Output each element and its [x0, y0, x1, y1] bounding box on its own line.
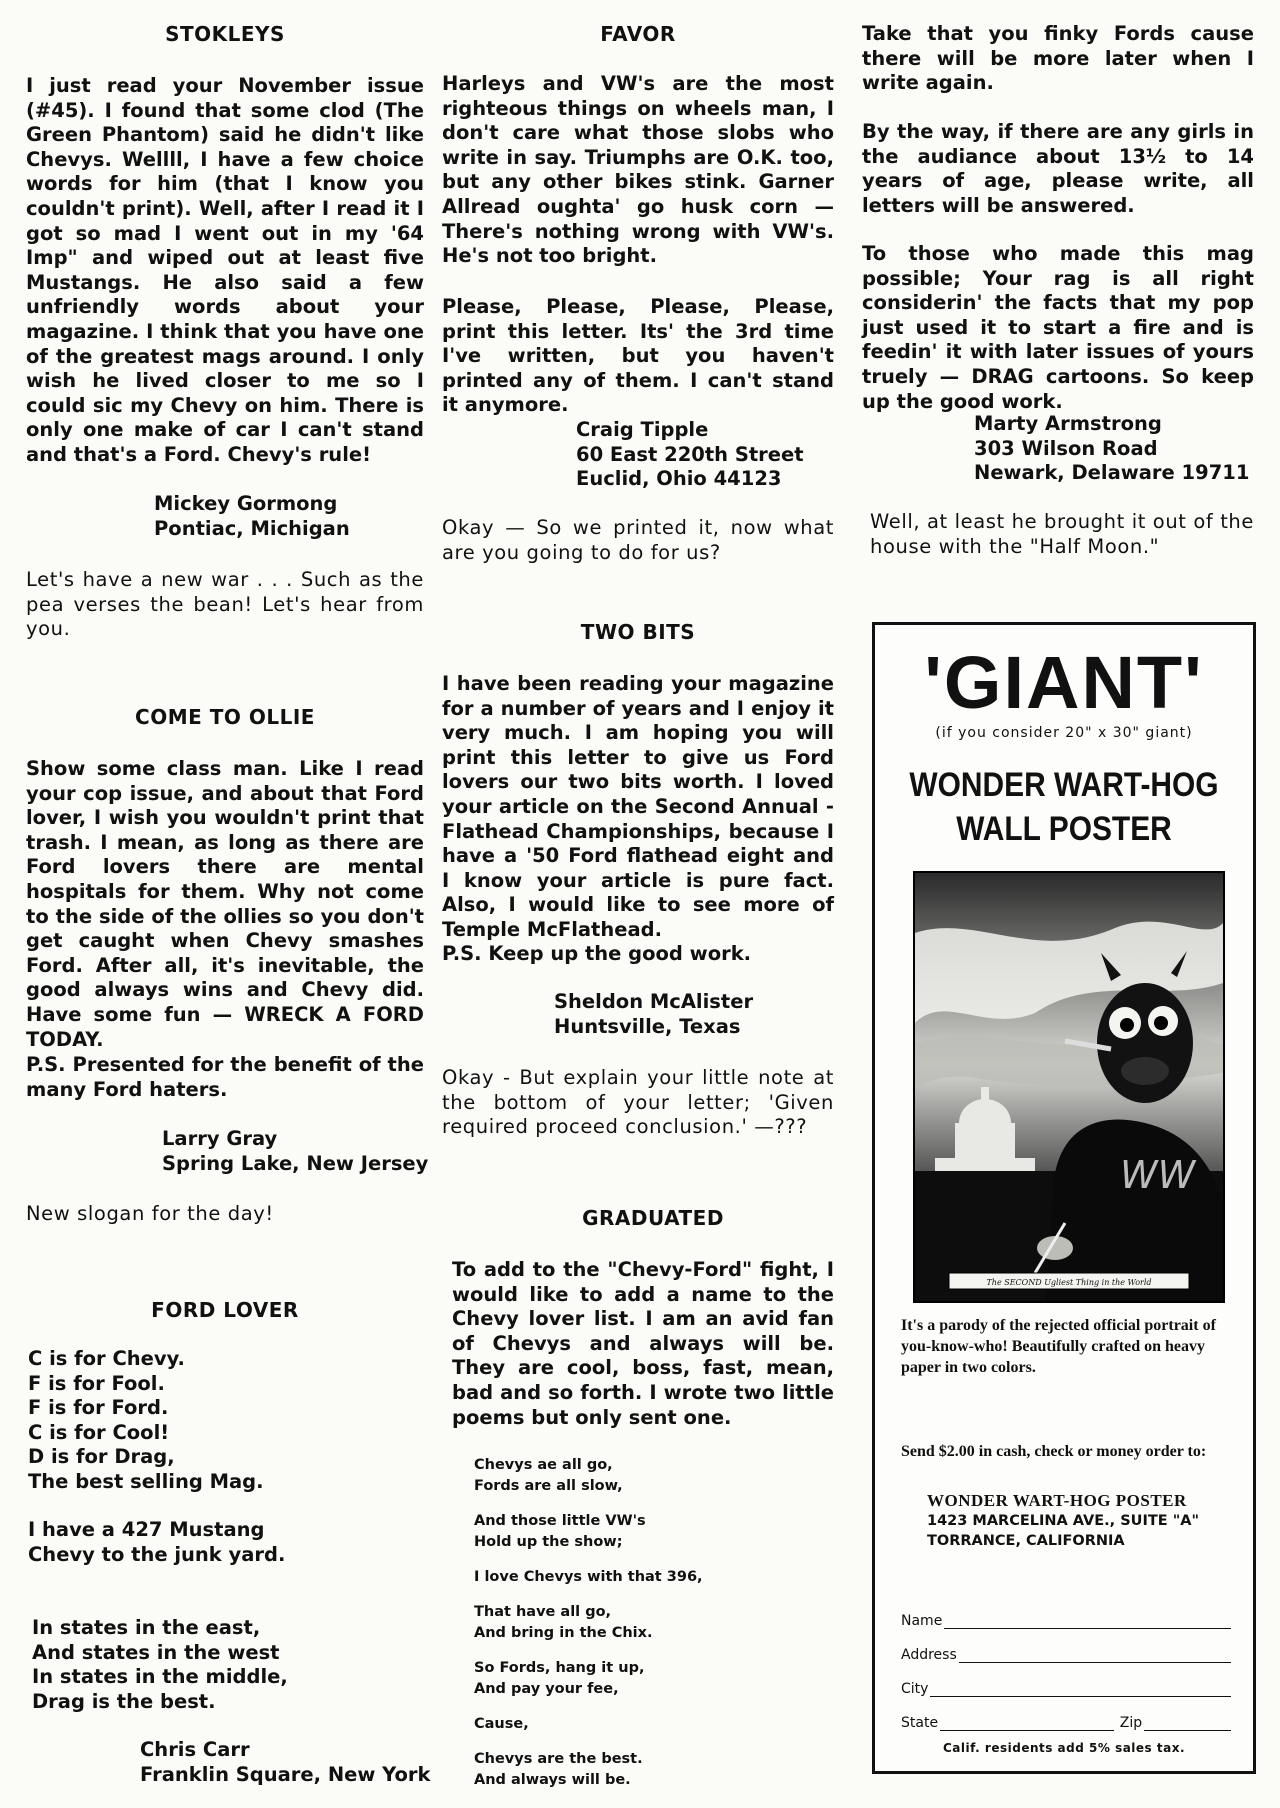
poem-stanza — [474, 1602, 703, 1644]
signature-two-bits — [554, 990, 753, 1039]
form-row-address — [901, 1629, 1231, 1663]
poem-line: So Fords, hang it up, — [474, 1660, 645, 1676]
letter-heading-favor: FAVOR — [600, 22, 676, 46]
states-verse — [32, 1616, 288, 1714]
poem-stanza — [474, 1714, 703, 1735]
poem-line: That have all go, — [474, 1604, 612, 1620]
form-row-city — [901, 1663, 1231, 1697]
signature-place: Pontiac, Michigan — [154, 516, 350, 540]
letter-body2-favor: Please, Please, Please, Please, print this letter. Its' the 3rd time I've written, but you haven't printed any of them. I can't stand it anymore. — [442, 295, 834, 417]
signature-name: Marty Armstrong — [974, 412, 1162, 435]
signature-street: 303 Wilson Road — [974, 436, 1158, 460]
signature-ford-lover — [140, 1738, 430, 1787]
poem-line: Cause, — [474, 1716, 529, 1732]
letter-body-marty: Take that you finky Fords cause there will be more later when I write again. — [862, 22, 1254, 95]
editor-reply-come-to-ollie: New slogan for the day! — [26, 1202, 274, 1225]
poem-line: I have a 427 Mustang — [28, 1518, 265, 1541]
signature-come-to-ollie — [162, 1127, 428, 1176]
letter-heading-come-to-ollie: COME TO OLLIE — [135, 705, 315, 729]
form-label-city: City — [901, 1681, 929, 1697]
ad-title-line: WALL POSTER — [956, 810, 1172, 848]
signature-name: Craig Tipple — [576, 418, 709, 441]
form-label-zip: Zip — [1119, 1715, 1143, 1731]
poem-line: F is for Ford. — [28, 1396, 169, 1420]
poem-line: Drag is the best. — [32, 1689, 216, 1713]
zip-field[interactable] — [1144, 1716, 1231, 1731]
poem-line: C is for Chevy. — [28, 1347, 185, 1370]
form-label-state: State — [901, 1715, 939, 1731]
poem-line: In states in the east, — [32, 1616, 261, 1639]
letter-heading-two-bits: TWO BITS — [580, 620, 696, 644]
form-row-state-zip — [901, 1697, 1231, 1731]
signature-place: Euclid, Ohio 44123 — [576, 467, 782, 491]
order-form — [901, 1595, 1231, 1731]
city-field[interactable] — [930, 1682, 1231, 1697]
letter-body3-marty: To those who made this mag possible; Your rag is all right considerin' the facts that my pop just used it to start a fire and is feedin' it with later issues of yours truely — DRAG cartoons. So keep up the good work. — [862, 242, 1254, 413]
poem-line: Fords are all slow, — [474, 1478, 623, 1494]
poem-line: C is for Cool! — [28, 1420, 170, 1444]
poster-artwork — [915, 873, 1223, 1301]
poem-line: And states in the west — [32, 1640, 280, 1664]
letter-body-two-bits: I have been reading your magazine for a number of years and I enjoy it very much. I am hoping you will print this letter to give us Ford lovers our two bits worth. I loved your article on the Second Annual - Flathead Championships, because I have a '50 Ford flathead eight and I know your article is pure fact. Also, I would like to see more of Temple McFlathead. — [442, 672, 834, 941]
signature-place: Newark, Delaware 19711 — [974, 461, 1250, 485]
poem-line: Chevys ae all go, — [474, 1457, 613, 1473]
ad-send-instructions: Send $2.00 in cash, check or money order to: — [901, 1443, 1207, 1460]
ad-title-line: WONDER WART-HOG — [909, 766, 1219, 804]
editor-reply-marty: Well, at least he brought it out of the house with the "Half Moon." — [870, 510, 1254, 558]
signature-name: Sheldon McAlister — [554, 990, 754, 1013]
ad-poster-title — [898, 763, 1231, 851]
poem-line: And pay your fee, — [474, 1681, 619, 1697]
address-field[interactable] — [959, 1648, 1231, 1663]
signature-marty — [974, 412, 1249, 486]
poem-stanza — [474, 1749, 703, 1791]
poem-stanza — [474, 1511, 703, 1553]
ad-street: 1423 MARCELINA AVE., SUITE "A" — [927, 1513, 1200, 1529]
ad-mailing-address — [927, 1491, 1243, 1551]
ad-tax-note: Calif. residents add 5% sales tax. — [942, 1741, 1186, 1755]
poem-line: In states in the middle, — [32, 1665, 288, 1689]
letter-ps-come-to-ollie: P.S. Presented for the benefit of the many Ford haters. — [26, 1053, 424, 1101]
signature-stokleys — [154, 492, 350, 541]
signature-street: 60 East 220th Street — [576, 442, 804, 466]
acrostic-poem — [28, 1347, 264, 1495]
name-field[interactable] — [944, 1614, 1231, 1629]
graduated-poem — [474, 1455, 703, 1805]
letter-body-favor: Harleys and VW's are the most righteous things on wheels man, I don't care what those slobs who write in say. Triumphs are O.K. too, but any other bikes stink. Garner Allread oughta' go husk corn — There's nothing wrong with VW's. He's not too bright. — [442, 72, 834, 268]
signature-place: Huntsville, Texas — [554, 1014, 741, 1038]
poem-line: And bring in the Chix. — [474, 1625, 653, 1641]
poem-line: D is for Drag, — [28, 1445, 175, 1469]
poem-line: And those little VW's — [474, 1513, 646, 1529]
editor-reply-favor: Okay — So we printed it, now what are you going to do for us? — [442, 516, 834, 564]
poem-stanza — [474, 1455, 703, 1497]
poem-line: Hold up the show; — [474, 1534, 623, 1550]
signature-favor — [576, 418, 804, 492]
letter-heading-graduated: GRADUATED — [582, 1206, 724, 1230]
mustang-verse — [28, 1518, 285, 1567]
poem-stanza — [474, 1567, 703, 1588]
poster-advertisement — [872, 622, 1256, 1774]
form-label-address: Address — [901, 1647, 957, 1663]
ad-giant-subtitle: (if you consider 20" x 30" giant) — [935, 725, 1193, 741]
poster-caption: The SECOND Ugliest Thing in the World — [986, 1278, 1152, 1287]
signature-name: Mickey Gormong — [154, 492, 338, 515]
letter-heading-stokleys: STOKLEYS — [165, 22, 285, 46]
poster-chest-letters: WW — [1120, 1153, 1196, 1197]
form-label-name: Name — [901, 1613, 943, 1629]
poem-stanza — [474, 1658, 703, 1700]
ad-blurb: It's a parody of the rejected official portrait of you-know-who! Beautifully crafted on heavy paper in two colors. — [901, 1317, 1216, 1376]
poem-line: Chevy to the junk yard. — [28, 1542, 286, 1566]
ad-city: TORRANCE, CALIFORNIA — [927, 1533, 1125, 1549]
poem-line: The best selling Mag. — [28, 1469, 264, 1493]
editor-reply-two-bits: Okay - But explain your little note at the bottom of your letter; 'Given required proceed conclusion.' —??? — [442, 1066, 834, 1139]
ad-giant-headline: 'GIANT' — [924, 641, 1204, 724]
letter-body2-marty: By the way, if there are any girls in the audiance about 13½ to 14 years of age, please write, all letters will be answered. — [862, 120, 1254, 217]
letter-body-graduated: To add to the "Chevy-Ford" fight, I would like to add a name to the Chevy lover list. I am an avid fan of Chevys and always will be. They are cool, boss, fast, mean, bad and so forth. I wrote two little poems but only sent one. — [452, 1258, 834, 1429]
letter-body-come-to-ollie: Show some class man. Like I read your cop issue, and about that Ford lover, I wish you wouldn't print that trash. I mean, as long as there are Ford lovers there are mental hospitals for them. Why not come to the side of the ollies so you don't get caught when Chevy smashes Ford. After all, it's inevitable, the good always wins and Chevy did. Have some fun — WRECK A FORD TODAY. — [26, 757, 424, 1051]
poem-line: F is for Fool. — [28, 1371, 165, 1395]
signature-name: Larry Gray — [162, 1127, 278, 1150]
signature-place: Spring Lake, New Jersey — [162, 1151, 429, 1175]
poem-line: Chevys are the best. — [474, 1751, 643, 1767]
form-row-name — [901, 1595, 1231, 1629]
ad-company: WONDER WART-HOG POSTER — [927, 1491, 1187, 1510]
poem-line: I love Chevys with that 396, — [474, 1569, 703, 1585]
letter-ps-two-bits: P.S. Keep up the good work. — [442, 942, 752, 965]
state-field[interactable] — [940, 1716, 1114, 1731]
poem-line: And always will be. — [474, 1772, 631, 1788]
signature-place: Franklin Square, New York — [140, 1762, 431, 1786]
letter-body-stokleys: I just read your November issue (#45). I found that some clod (The Green Phantom) said he didn't like Chevys. Wellll, I have a few choice words for him (that I know you couldn't print). Well, after I read it I got so mad I went out in my '64 Imp" and wiped out at least five Mustangs. He also said a few unfriendly words about your magazine. I think that you have one of the greatest mags around. I only wish he lived closer to me so I could sic my Chevy on him. There is only one make of car I can't stand and that's a Ford. Chevy's rule! — [26, 74, 424, 466]
wart-hog-poster-illustration — [913, 871, 1225, 1303]
signature-name: Chris Carr — [140, 1738, 250, 1761]
letter-heading-ford-lover: FORD LOVER — [151, 1298, 299, 1322]
editor-reply-stokleys: Let's have a new war . . . Such as the pea verses the bean! Let's hear from you. — [26, 568, 424, 641]
